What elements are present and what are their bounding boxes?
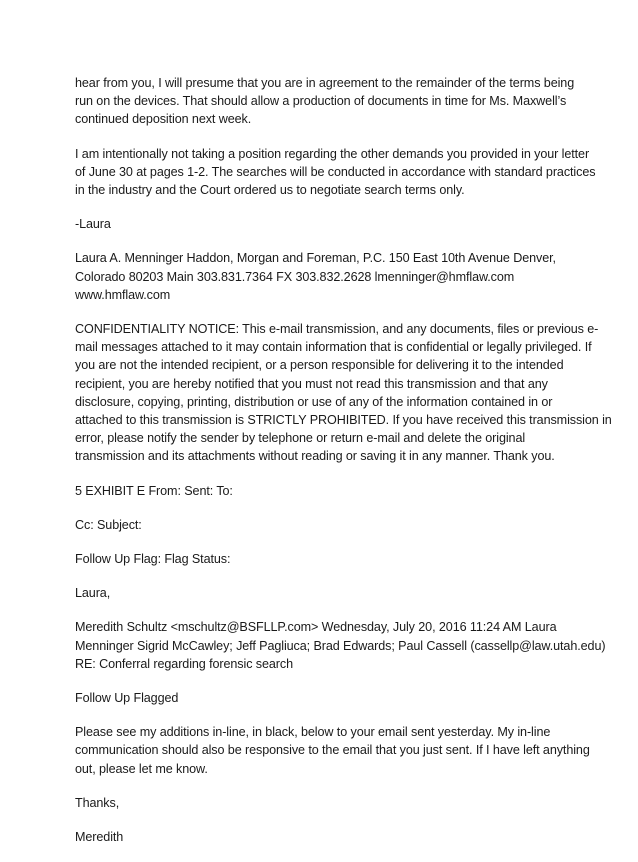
text-line: mail messages attached to it may contain information that is confidential or legally privileged. If [75,340,592,355]
text-line: Please see my additions in-line, in black, below to your email sent yesterday. My in-line [75,725,551,740]
document-paragraph [75,618,606,673]
document-paragraph [75,215,575,233]
text-line: disclosure, copying, printing, distribution or use of any of the information contained in or [75,394,553,409]
text-line: of June 30 at pages 1-2. The searches will be conducted in accordance with standard practices [75,164,596,179]
text-line: attached to this transmission is STRICTLY PROHIBITED. If you have received this transmission in [75,413,612,428]
document-paragraph [75,828,575,846]
text-line: www.hmflaw.com [75,287,171,302]
text-line: continued deposition next week. [75,112,252,127]
document-page [75,74,612,862]
text-line: Laura, [75,586,111,601]
text-line: communication should also be responsive to the email that you just sent. If I have left anything [75,743,590,758]
document-paragraph [75,689,575,707]
document-paragraph [75,516,575,534]
text-line: hear from you, I will presume that you are in agreement to the remainder of the terms being [75,76,575,90]
text-line: Meredith Schultz <mschultz@BSFLLP.com> Wednesday, July 20, 2016 11:24 AM Laura [75,620,557,635]
text-line: Follow Up Flagged [75,691,179,706]
text-line: CONFIDENTIALITY NOTICE: This e-mail transmission, and any documents, files or previous e- [75,322,599,337]
document-paragraph [75,482,575,500]
document-paragraph [75,74,575,129]
text-line: 5 EXHIBIT E From: Sent: To: [75,483,233,498]
text-line: Meredith [75,830,124,845]
text-line: Colorado 80203 Main 303.831.7364 FX 303.832.2628 lmenninger@hmflaw.com [75,269,515,284]
text-line: you are not the intended recipient, or a person responsible for delivering it to the intended [75,358,564,373]
document-paragraph [75,794,575,812]
text-line: Follow Up Flag: Flag Status: [75,552,231,567]
text-line: RE: Conferral regarding forensic search [75,656,293,671]
document-paragraph [75,550,575,568]
document-paragraph [75,584,575,602]
text-line: in the industry and the Court ordered us to negotiate search terms only. [75,183,465,198]
text-line: I am intentionally not taking a position regarding the other demands you provided in your letter [75,146,590,161]
document-paragraph [75,723,590,778]
text-line: out, please let me know. [75,761,208,776]
document-paragraph [75,145,596,200]
text-line: Cc: Subject: [75,517,142,532]
text-line: -Laura [75,217,111,232]
text-line: transmission and its attachments without reading or saving it in any manner. Thank you. [75,449,555,464]
text-line: Menninger Sigrid McCawley; Jeff Pagliuca; Brad Edwards; Paul Cassell (cassellp@law.utah.edu) [75,638,606,653]
text-line: error, please notify the sender by telephone or return e-mail and delete the original [75,431,526,446]
text-line: run on the devices. That should allow a production of documents in time for Ms. Maxwell’s [75,94,567,109]
text-line: Laura A. Menninger Haddon, Morgan and Foreman, P.C. 150 East 10th Avenue Denver, [75,251,556,266]
text-line: recipient, you are hereby notified that you must not read this transmission and that any [75,376,548,391]
document-paragraph [75,249,575,304]
text-line: Thanks, [75,795,120,810]
document-paragraph [75,320,612,466]
